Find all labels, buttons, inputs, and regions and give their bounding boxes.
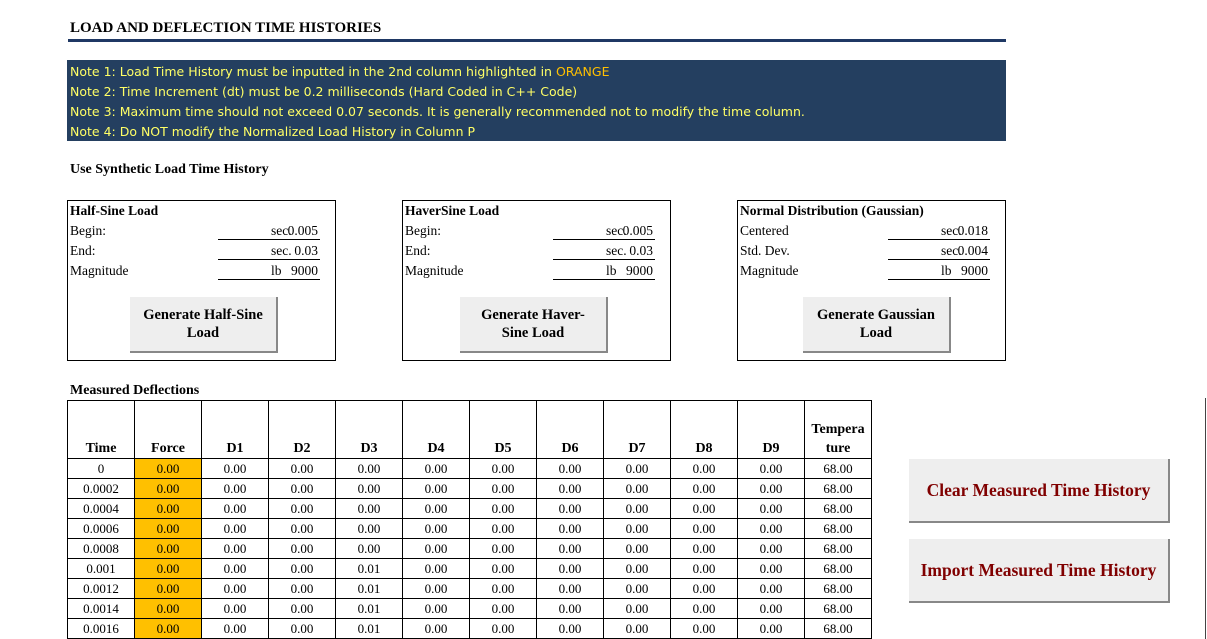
table-cell[interactable]: 0.00 bbox=[604, 559, 671, 579]
table-cell[interactable]: 0.0008 bbox=[68, 539, 135, 559]
table-cell[interactable]: 0.01 bbox=[336, 579, 403, 599]
table-cell[interactable]: 0.0006 bbox=[68, 519, 135, 539]
column-header: D2 bbox=[269, 401, 336, 459]
table-cell[interactable]: 0.00 bbox=[671, 519, 738, 539]
table-cell[interactable]: 0.00 bbox=[537, 479, 604, 499]
table-cell[interactable]: 0.00 bbox=[671, 499, 738, 519]
column-header: Tempera ture bbox=[805, 401, 872, 459]
table-cell[interactable]: 0.00 bbox=[403, 519, 470, 539]
import-measured-button[interactable]: Import Measured Time History bbox=[909, 539, 1170, 603]
note-1-text: Note 1: Load Time History must be inputted in the 2nd column highlighted in bbox=[70, 64, 556, 79]
table-cell[interactable]: 0.00 bbox=[537, 579, 604, 599]
table-cell[interactable]: 0.00 bbox=[537, 499, 604, 519]
table-cell[interactable]: 0.00 bbox=[671, 619, 738, 639]
table-row bbox=[68, 519, 872, 539]
table-cell[interactable]: 0.00 bbox=[604, 519, 671, 539]
table-row bbox=[68, 599, 872, 619]
table-cell[interactable]: 0.0012 bbox=[68, 579, 135, 599]
haversine-begin-unit: sec. bbox=[606, 223, 627, 238]
table-cell[interactable]: 0.00 bbox=[403, 539, 470, 559]
haversine-begin-input[interactable]: 0.005 bbox=[553, 223, 655, 240]
halfsine-begin-unit: sec. bbox=[271, 223, 292, 238]
table-cell[interactable]: 0.00 bbox=[604, 539, 671, 559]
table-cell[interactable]: 0.00 bbox=[738, 579, 805, 599]
table-cell[interactable]: 0.00 bbox=[604, 619, 671, 639]
table-cell[interactable]: 0.0002 bbox=[68, 479, 135, 499]
table-cell[interactable]: 0.00 bbox=[671, 539, 738, 559]
column-header: D9 bbox=[738, 401, 805, 459]
column-header: D3 bbox=[336, 401, 403, 459]
table-cell[interactable]: 0.00 bbox=[604, 579, 671, 599]
table-row bbox=[68, 559, 872, 579]
table-cell[interactable]: 0.00 bbox=[202, 459, 269, 479]
gaussian-centered-label: Centered bbox=[740, 223, 789, 238]
table-cell[interactable]: 0.00 bbox=[403, 499, 470, 519]
table-cell[interactable]: 0.00 bbox=[202, 559, 269, 579]
table-cell[interactable]: 0.00 bbox=[269, 459, 336, 479]
force-cell[interactable]: 0.00 bbox=[135, 599, 202, 619]
table-cell[interactable]: 0.00 bbox=[738, 599, 805, 619]
table-cell[interactable]: 68.00 bbox=[805, 619, 872, 639]
haversine-magnitude-unit: lb bbox=[606, 263, 617, 278]
haversine-panel bbox=[402, 200, 671, 361]
table-cell[interactable]: 0.00 bbox=[604, 499, 671, 519]
column-header: D4 bbox=[403, 401, 470, 459]
halfsine-begin-input[interactable]: 0.005 bbox=[218, 223, 320, 240]
table-cell[interactable]: 0.00 bbox=[403, 579, 470, 599]
table-cell[interactable]: 68.00 bbox=[805, 579, 872, 599]
table-cell[interactable]: 0.00 bbox=[269, 579, 336, 599]
halfsine-title: Half-Sine Load bbox=[70, 203, 159, 218]
table-cell[interactable]: 0.00 bbox=[470, 479, 537, 499]
column-header: D7 bbox=[604, 401, 671, 459]
table-cell[interactable]: 0.00 bbox=[470, 619, 537, 639]
table-cell[interactable]: 0.00 bbox=[604, 459, 671, 479]
haversine-end-unit: sec. bbox=[606, 243, 627, 258]
table-row bbox=[68, 539, 872, 559]
table-cell[interactable]: 0.00 bbox=[738, 559, 805, 579]
table-cell[interactable]: 0.00 bbox=[269, 599, 336, 619]
table-cell[interactable]: 0.001 bbox=[68, 559, 135, 579]
table-cell[interactable]: 68.00 bbox=[805, 459, 872, 479]
table-cell[interactable]: 0.00 bbox=[403, 619, 470, 639]
note-3: Note 3: Maximum time should not exceed 0.07 seconds. It is generally recommended not to modify the time column. bbox=[70, 104, 805, 119]
table-cell[interactable]: 0.00 bbox=[738, 459, 805, 479]
table-cell[interactable]: 0.00 bbox=[269, 539, 336, 559]
table-cell[interactable]: 0.00 bbox=[336, 459, 403, 479]
table-cell[interactable]: 0.00 bbox=[202, 519, 269, 539]
force-cell[interactable]: 0.00 bbox=[135, 479, 202, 499]
force-cell[interactable]: 0.00 bbox=[135, 619, 202, 639]
table-row bbox=[68, 479, 872, 499]
column-header: Force bbox=[135, 401, 202, 459]
table-cell[interactable]: 0.00 bbox=[336, 539, 403, 559]
table-cell[interactable]: 0.00 bbox=[269, 619, 336, 639]
table-cell[interactable]: 0.00 bbox=[470, 459, 537, 479]
table-cell[interactable]: 0.00 bbox=[269, 519, 336, 539]
gaussian-centered-input[interactable]: 0.018 bbox=[888, 223, 990, 240]
haversine-magnitude-input[interactable]: 9000 bbox=[553, 263, 655, 280]
table-cell[interactable]: 0.00 bbox=[403, 599, 470, 619]
column-header: D1 bbox=[202, 401, 269, 459]
halfsine-magnitude-unit: lb bbox=[271, 263, 282, 278]
table-cell[interactable]: 0.00 bbox=[403, 479, 470, 499]
table-cell[interactable]: 0.00 bbox=[202, 539, 269, 559]
table-cell[interactable]: 0.01 bbox=[336, 599, 403, 619]
table-cell[interactable]: 0.00 bbox=[470, 599, 537, 619]
table-cell[interactable]: 0.00 bbox=[537, 599, 604, 619]
haversine-title: HaverSine Load bbox=[405, 203, 500, 218]
column-header: D5 bbox=[470, 401, 537, 459]
table-cell[interactable]: 68.00 bbox=[805, 599, 872, 619]
note-1 bbox=[70, 62, 1003, 82]
table-cell[interactable]: 0.00 bbox=[537, 559, 604, 579]
table-cell[interactable]: 0.00 bbox=[202, 579, 269, 599]
table-cell[interactable]: 68.00 bbox=[805, 559, 872, 579]
table-cell[interactable]: 0.00 bbox=[269, 479, 336, 499]
haversine-end-input[interactable]: 0.03 bbox=[553, 243, 655, 260]
gaussian-title: Normal Distribution (Gaussian) bbox=[740, 203, 924, 218]
table-cell[interactable]: 0.00 bbox=[604, 599, 671, 619]
column-header: Time bbox=[68, 401, 135, 459]
note-1-highlight: ORANGE bbox=[555, 64, 610, 79]
table-cell[interactable]: 0.00 bbox=[403, 559, 470, 579]
table-row bbox=[68, 459, 872, 479]
title-underline bbox=[68, 39, 1006, 42]
table-cell[interactable]: 0.00 bbox=[202, 499, 269, 519]
table-cell[interactable]: 0.00 bbox=[738, 619, 805, 639]
generate-gaussian-button[interactable]: Generate Gaussian Load bbox=[803, 297, 951, 353]
force-cell[interactable]: 0.00 bbox=[135, 459, 202, 479]
gaussian-stddev-input[interactable]: 0.004 bbox=[888, 243, 990, 260]
table-cell[interactable]: 0.00 bbox=[470, 499, 537, 519]
haversine-end-label: End: bbox=[405, 243, 431, 258]
table-cell[interactable]: 0.00 bbox=[738, 479, 805, 499]
gaussian-centered-unit: sec. bbox=[941, 223, 962, 238]
halfsine-panel bbox=[67, 200, 336, 361]
table-cell[interactable]: 0.00 bbox=[671, 599, 738, 619]
table-cell[interactable]: 0.00 bbox=[470, 559, 537, 579]
table-cell[interactable]: 68.00 bbox=[805, 519, 872, 539]
table-row bbox=[68, 499, 872, 519]
table-cell[interactable]: 0.00 bbox=[336, 499, 403, 519]
force-cell[interactable]: 0.00 bbox=[135, 499, 202, 519]
table-cell[interactable]: 0 bbox=[68, 459, 135, 479]
note-4: Note 4: Do NOT modify the Normalized Load History in Column P bbox=[70, 124, 476, 139]
table-cell[interactable]: 0.00 bbox=[269, 559, 336, 579]
clear-measured-button[interactable]: Clear Measured Time History bbox=[909, 459, 1170, 523]
gaussian-magnitude-label: Magnitude bbox=[740, 263, 799, 278]
table-cell[interactable]: 0.00 bbox=[738, 499, 805, 519]
table-cell[interactable]: 0.00 bbox=[470, 539, 537, 559]
column-header: D8 bbox=[671, 401, 738, 459]
synthetic-load-heading: Use Synthetic Load Time History bbox=[70, 162, 269, 177]
halfsine-magnitude-label: Magnitude bbox=[70, 263, 129, 278]
sheet-edge-divider bbox=[1205, 398, 1206, 639]
table-cell[interactable]: 68.00 bbox=[805, 539, 872, 559]
table-cell[interactable]: 0.00 bbox=[202, 479, 269, 499]
table-row bbox=[68, 579, 872, 599]
table-cell[interactable]: 0.00 bbox=[202, 599, 269, 619]
note-2: Note 2: Time Increment (dt) must be 0.2 milliseconds (Hard Coded in C++ Code) bbox=[70, 84, 578, 99]
halfsine-end-unit: sec. bbox=[271, 243, 292, 258]
table-cell[interactable]: 0.01 bbox=[336, 559, 403, 579]
table-cell[interactable]: 0.00 bbox=[604, 479, 671, 499]
table-cell[interactable]: 0.00 bbox=[537, 459, 604, 479]
table-cell[interactable]: 0.00 bbox=[738, 539, 805, 559]
table-cell[interactable]: 0.00 bbox=[738, 519, 805, 539]
table-cell[interactable]: 0.0016 bbox=[68, 619, 135, 639]
table-cell[interactable]: 0.00 bbox=[671, 579, 738, 599]
table-cell[interactable]: 0.00 bbox=[336, 479, 403, 499]
halfsine-end-label: End: bbox=[70, 243, 96, 258]
table-cell[interactable]: 0.00 bbox=[537, 519, 604, 539]
table-cell[interactable]: 0.0004 bbox=[68, 499, 135, 519]
table-cell[interactable]: 0.00 bbox=[202, 619, 269, 639]
table-cell[interactable]: 0.00 bbox=[269, 499, 336, 519]
gaussian-stddev-unit: sec. bbox=[941, 243, 962, 258]
halfsine-end-input[interactable]: 0.03 bbox=[218, 243, 320, 260]
table-cell[interactable]: 0.00 bbox=[403, 459, 470, 479]
measured-deflections-heading: Measured Deflections bbox=[70, 383, 200, 398]
gaussian-panel bbox=[737, 200, 1006, 361]
measured-table bbox=[67, 400, 872, 639]
gaussian-magnitude-unit: lb bbox=[941, 263, 952, 278]
halfsine-begin-label: Begin: bbox=[70, 223, 106, 238]
page-title: LOAD AND DEFLECTION TIME HISTORIES bbox=[70, 20, 382, 36]
force-cell[interactable]: 0.00 bbox=[135, 519, 202, 539]
column-header: D6 bbox=[537, 401, 604, 459]
force-cell[interactable]: 0.00 bbox=[135, 579, 202, 599]
table-cell[interactable]: 0.0014 bbox=[68, 599, 135, 619]
table-cell[interactable]: 0.00 bbox=[470, 579, 537, 599]
table-cell[interactable]: 68.00 bbox=[805, 479, 872, 499]
table-cell[interactable]: 0.00 bbox=[671, 559, 738, 579]
table-cell[interactable]: 0.00 bbox=[537, 539, 604, 559]
table-header-row bbox=[68, 401, 872, 459]
gaussian-magnitude-input[interactable]: 9000 bbox=[888, 263, 990, 280]
haversine-begin-label: Begin: bbox=[405, 223, 441, 238]
table-cell[interactable]: 0.01 bbox=[336, 619, 403, 639]
table-cell[interactable]: 0.00 bbox=[470, 519, 537, 539]
table-cell[interactable]: 0.00 bbox=[671, 459, 738, 479]
table-row bbox=[68, 619, 872, 639]
force-cell[interactable]: 0.00 bbox=[135, 539, 202, 559]
gaussian-stddev-label: Std. Dev. bbox=[740, 243, 790, 258]
table-cell[interactable]: 0.00 bbox=[671, 479, 738, 499]
generate-halfsine-button[interactable]: Generate Half-Sine Load bbox=[130, 297, 278, 353]
force-cell[interactable]: 0.00 bbox=[135, 559, 202, 579]
generate-haversine-button[interactable]: Generate Haver- Sine Load bbox=[460, 297, 608, 353]
table-cell[interactable]: 0.00 bbox=[537, 619, 604, 639]
haversine-magnitude-label: Magnitude bbox=[405, 263, 464, 278]
table-cell[interactable]: 0.00 bbox=[336, 519, 403, 539]
halfsine-magnitude-input[interactable]: 9000 bbox=[218, 263, 320, 280]
notes-panel bbox=[67, 60, 1006, 141]
table-cell[interactable]: 68.00 bbox=[805, 499, 872, 519]
